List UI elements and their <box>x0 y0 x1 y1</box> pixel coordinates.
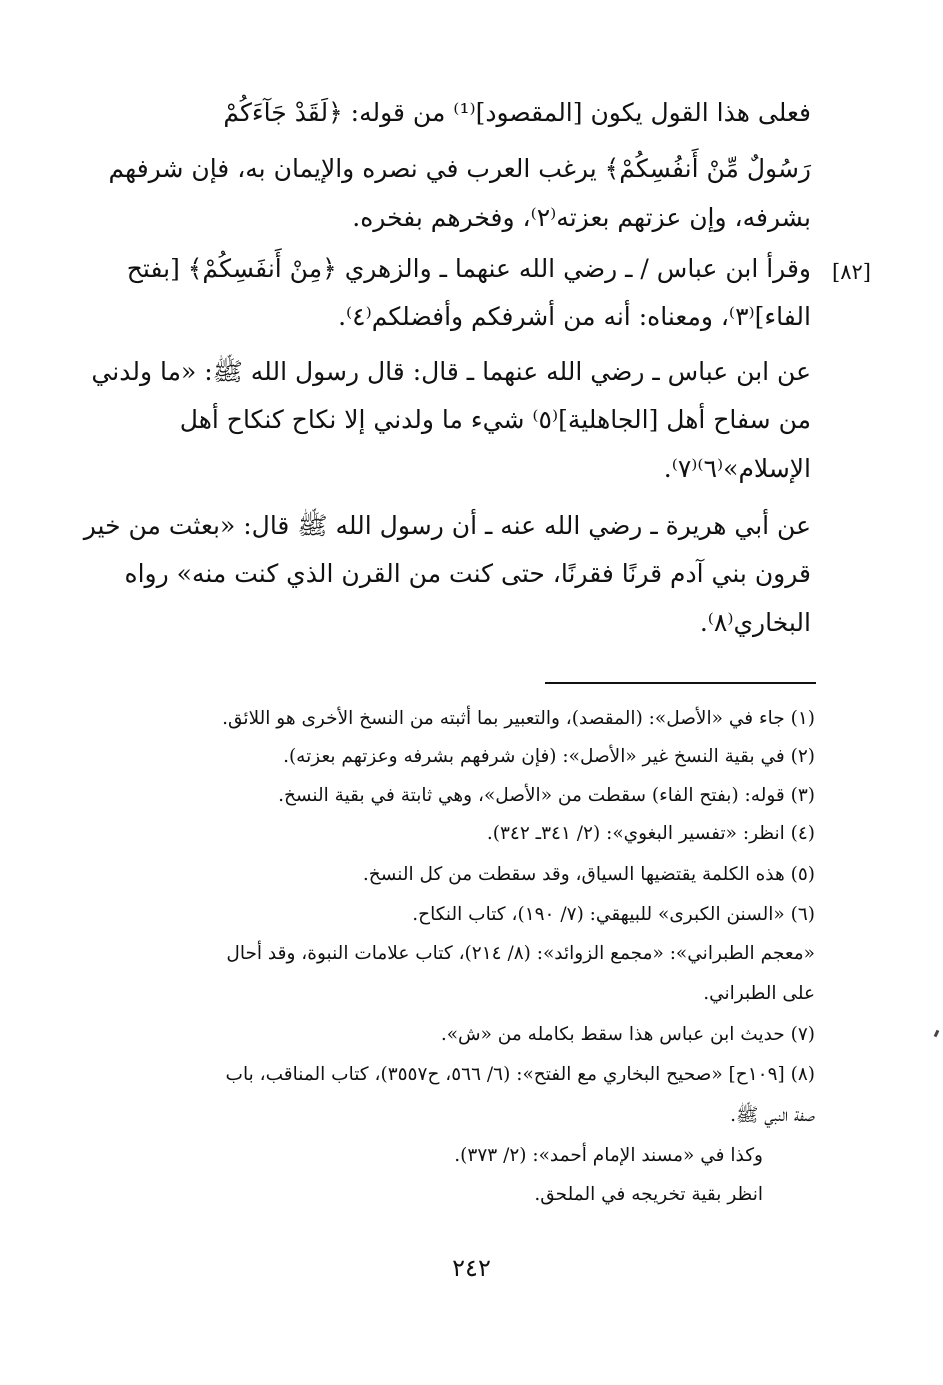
body-line: رَسُولٌ مِّنْ أَنفُسِكُمْ﴾ يرغب العرب في نصره والإيمان به، فإن شرفهم <box>108 154 811 183</box>
body-line: قرون بني آدم قرنًا فقرنًا، حتى كنت من القرن الذي كنت منه» رواه <box>124 559 811 588</box>
footnote-line: على الطبراني. <box>703 983 815 1004</box>
margin-mark <box>934 1030 940 1038</box>
body-line: البخاري⁽٨⁾. <box>699 608 811 637</box>
footnote-line: انظر بقية تخريجه في الملحق. <box>534 1184 763 1205</box>
body-line: فعلى هذا القول يكون [المقصود]⁽¹⁾ من قوله: ﴿لَقَدْ جَآءَكُمْ <box>223 98 811 127</box>
footnote-line: وكذا في «مسند الإمام أحمد»: (٢/ ٣٧٣). <box>454 1145 763 1166</box>
body-line: الفاء]⁽٣⁾، ومعناه: أنه من أشرفكم وأفضلكم⁽٤⁾. <box>338 302 811 331</box>
footnote-line: (٣) قوله: (بفتح الفاء) سقطت من «الأصل»، وهي ثابتة في بقية النسخ. <box>278 785 815 806</box>
footnote-line: (٨) [١٠٩ح] «صحيح البخاري مع الفتح»: (٦/ ٥٦٦، ح٣٥٥٧)، كتاب المناقب، باب <box>225 1064 815 1085</box>
body-line: عن أبي هريرة ـ رضي الله عنه ـ أن رسول الله ﷺ قال: «بعثت من خير <box>83 511 811 540</box>
footnote-line: (٦) «السنن الكبرى» للبيهقي: (٧/ ١٩٠)، كتاب النكاح. <box>412 904 815 925</box>
footnote-line: (٤) انظر: «تفسير البغوي»: (٢/ ٣٤١ـ ٣٤٢). <box>486 823 815 844</box>
footnote-line: (٢) في بقية النسخ غير «الأصل»: (فإن شرفهم بشرفه وعزتهم بعزته). <box>283 746 815 767</box>
footnote-line: صفة النبي ﷺ. <box>730 1105 815 1126</box>
footnote-line: (٧) حديث ابن عباس هذا سقط بكامله من «ش». <box>440 1024 815 1045</box>
body-line: وقرأ ابن عباس / ـ رضي الله عنهما ـ والزهري ﴿مِنْ أَنفَسِكُمْ﴾ [بفتح <box>126 254 811 283</box>
footnote-separator <box>545 682 816 684</box>
body-line: الإسلام»⁽٦⁾⁽٧⁾. <box>663 454 811 483</box>
body-line: بشرفه، وإن عزتهم بعزته⁽٢⁾، وفخرهم بفخره. <box>352 203 811 232</box>
page-number: ٢٤٢ <box>452 1254 491 1282</box>
margin-page-marker: [٨٢] <box>832 260 871 284</box>
footnote-line: (٥) هذه الكلمة يقتضيها السياق، وقد سقطت من كل النسخ. <box>362 864 815 885</box>
footnote-line: (١) جاء في «الأصل»: (المقصد)، والتعبير بما أثبته من النسخ الأخرى هو اللائق. <box>222 708 815 729</box>
body-line: من سفاح أهل [الجاهلية]⁽٥⁾ شيء ما ولدني إلا نكاح كنكاح أهل <box>179 405 811 434</box>
body-line: عن ابن عباس ـ رضي الله عنهما ـ قال: قال رسول الله ﷺ: «ما ولدني <box>91 357 811 386</box>
footnote-line: «معجم الطبراني»: «مجمع الزوائد»: (٨/ ٢١٤)، كتاب علامات النبوة، وقد أحال <box>226 943 815 964</box>
